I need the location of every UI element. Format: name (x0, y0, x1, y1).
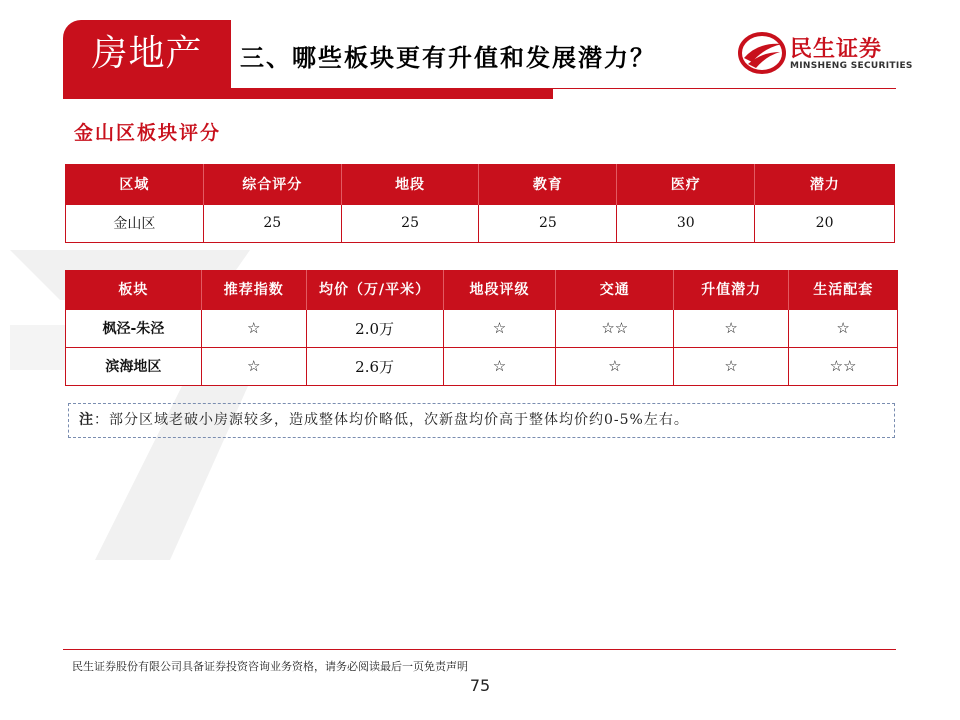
table-cell: 金山区 (66, 204, 204, 242)
header-cell: 教育 (479, 164, 617, 204)
district-score-table (65, 164, 895, 243)
header-cell: 均价（万/平米） (306, 270, 443, 309)
footer-disclaimer: 民生证券股份有限公司具备证券投资咨询业务资格，请务必阅读最后一页免责声明 (72, 660, 468, 673)
table-cell: 枫泾-朱泾 (66, 309, 202, 347)
table-cell: ☆ (674, 347, 789, 385)
header-cell: 地段 (341, 164, 479, 204)
footer-divider (63, 649, 896, 650)
table-cell: ☆☆ (789, 347, 898, 385)
table-cell: ☆ (201, 309, 306, 347)
header-cell: 交通 (556, 270, 674, 309)
table-header-row (66, 270, 898, 309)
table-cell: ☆ (443, 309, 556, 347)
table-cell: 25 (203, 204, 341, 242)
minsheng-logo (738, 30, 913, 78)
minsheng-logo-icon (738, 32, 786, 74)
header-cell: 生活配套 (789, 270, 898, 309)
logo-name-en: MINSHENG SECURITIES (790, 61, 913, 71)
table-cell: ☆ (443, 347, 556, 385)
header-cell: 推荐指数 (201, 270, 306, 309)
table-cell: 滨海地区 (66, 347, 202, 385)
note-text: ：部分区域老破小房源较多，造成整体均价略低，次新盘均价高于整体均价约0-5%左右。 (94, 412, 689, 428)
header-cell: 综合评分 (203, 164, 341, 204)
header-cell: 板块 (66, 270, 202, 309)
header-cell: 潜力 (755, 164, 895, 204)
header-cell: 地段评级 (443, 270, 556, 309)
table-row (66, 204, 895, 242)
table-cell: ☆ (201, 347, 306, 385)
logo-name-cn: 民生证券 (790, 37, 883, 62)
section-heading: 金山区板块评分 (74, 122, 222, 144)
header-cell: 区域 (66, 164, 204, 204)
table-cell: 25 (341, 204, 479, 242)
header-cell: 医疗 (617, 164, 755, 204)
table-cell: ☆ (674, 309, 789, 347)
sector-label: 房地产 (63, 20, 231, 88)
slide-title: 三、哪些板块更有升值和发展潜力？ (240, 44, 656, 72)
block-rating-table (65, 270, 898, 386)
table-cell: ☆☆ (556, 309, 674, 347)
table-row (66, 347, 898, 385)
table-cell: ☆ (556, 347, 674, 385)
table-cell: 25 (479, 204, 617, 242)
table-row (66, 309, 898, 347)
header-cell: 升值潜力 (674, 270, 789, 309)
table-header-row (66, 164, 895, 204)
table-cell: ☆ (789, 309, 898, 347)
note-label: 注 (79, 412, 94, 428)
page-number: 75 (469, 676, 491, 695)
table-cell: 2.6万 (306, 347, 443, 385)
note-box (68, 403, 895, 438)
table-cell: 30 (617, 204, 755, 242)
table-cell: 20 (755, 204, 895, 242)
title-red-bar (63, 88, 553, 99)
table-cell: 2.0万 (306, 309, 443, 347)
